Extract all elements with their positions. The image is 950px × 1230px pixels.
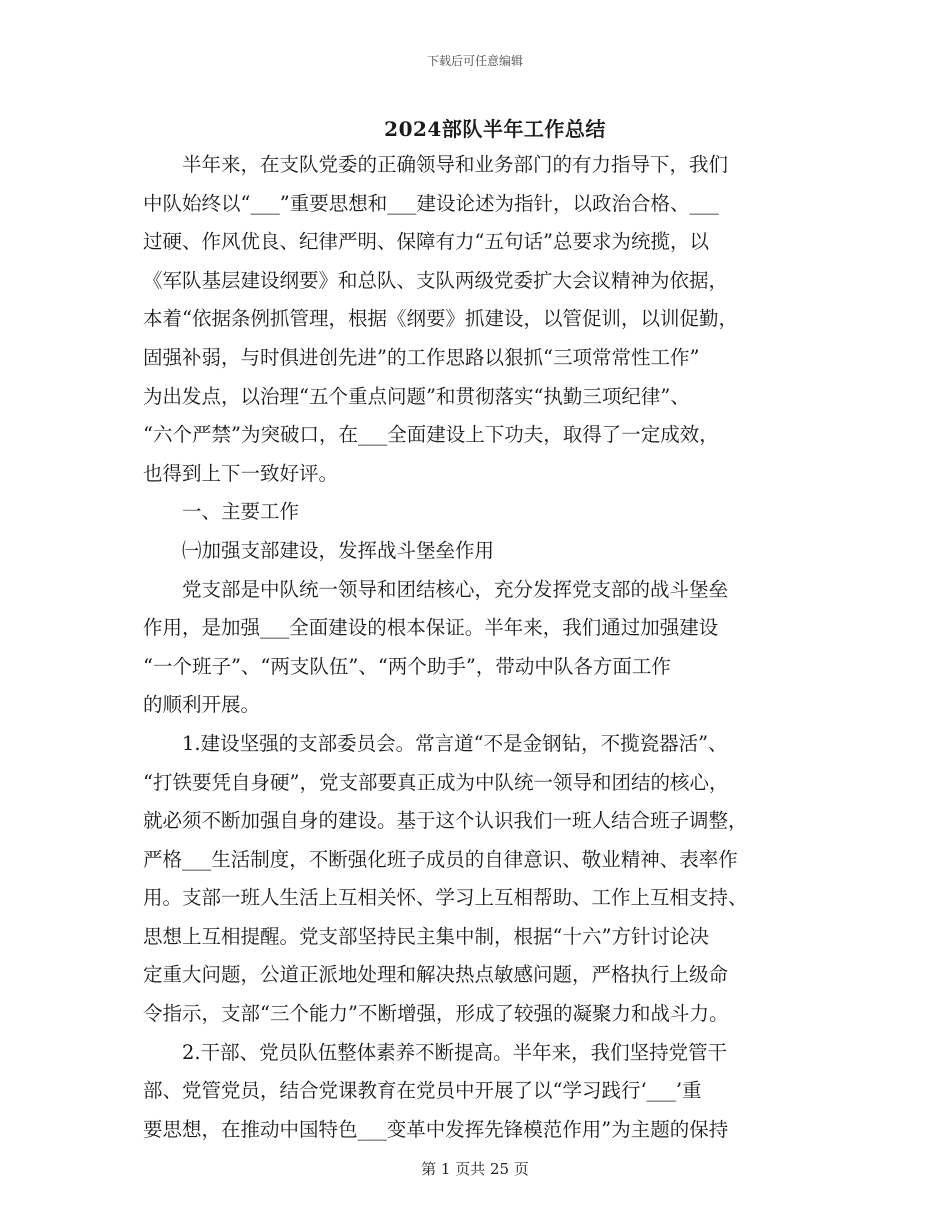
header-note: 下载后可任意编辑 <box>426 54 523 68</box>
paragraph-line: 《军队基层建设纲要》和总队、支队两级党委扩大会议精神为依据， <box>143 268 729 292</box>
paragraph-line: 半年来，在支队党委的正确领导和业务部门的有力指导下，我们 <box>182 153 729 176</box>
section-heading: 一、主要工作 <box>182 500 300 524</box>
paragraph-line: 党支部是中队统一领导和团结核心，充分发挥党支部的战斗堡垒 <box>182 577 729 601</box>
paragraph-line: 要思想，在推动中国特色___变革中发挥先锋模范作用”为主题的保持 <box>143 1117 729 1141</box>
paragraph-line: 中队始终以“___”重要思想和___建设论述为指针，以政治合格、___ <box>143 191 719 215</box>
paragraph-line: 定重大问题，公道正派地处理和解决热点敏感问题，严格执行上级命 <box>143 963 729 987</box>
paragraph-line: 部、党管党员，结合党课教育在党员中开展了以“学习践行‘___’重 <box>143 1079 702 1103</box>
paragraph-line: 严格___生活制度，不断强化班子成员的自律意识、敬业精神、表率作 <box>143 847 738 871</box>
document-body <box>143 146 803 1149</box>
subsection-heading: ㈠加强支部建设，发挥战斗堡垒作用 <box>182 538 495 562</box>
paragraph-line: 过硬、作风优良、纪律严明、保障有力“五句话”总要求为统揽，以 <box>143 230 709 254</box>
page-footer: 第 1 页共 25 页 <box>421 1160 529 1178</box>
paragraph-line: 用。支部一班人生活上互相关怀、学习上互相帮助、工作上互相支持、 <box>143 886 748 910</box>
paragraph-line: “打铁要凭自身硬”，党支部要真正成为中队统一领导和团结的核心， <box>143 770 729 794</box>
paragraph-line: 2.干部、党员队伍整体素养不断提高。半年来，我们坚持党管干 <box>182 1040 728 1064</box>
paragraph-line: 本着“依据条例抓管理，根据《纲要》抓建设，以管促训，以训促勤， <box>143 307 738 331</box>
paragraph-line: 固强补弱，与时俱进创先进”的工作思路以狠抓“三项常常性工作” <box>143 345 700 369</box>
document-title: 2024部队半年工作总结 <box>384 117 606 141</box>
paragraph-line: 令指示，支部“三个能力”不断增强，形成了较强的凝聚力和战斗力。 <box>143 1002 729 1026</box>
paragraph-line: 也得到上下一致好评。 <box>143 461 339 485</box>
paragraph-line: 思想上互相提醒。党支部坚持民主集中制，根据“十六”方针讨论决 <box>143 924 709 948</box>
paragraph-line: 就必须不断加强自身的建设。基于这个认识我们一班人结合班子调整， <box>143 809 748 833</box>
paragraph-line: “六个严禁”为突破口，在___全面建设上下功夫，取得了一定成效， <box>143 423 719 447</box>
paragraph-line: “一个班子”、“两支队伍”、“两个助手”，带动中队各方面工作 <box>143 654 671 678</box>
paragraph-line: 为出发点，以治理“五个重点问题”和贯彻落实“执勤三项纪律”、 <box>143 384 690 408</box>
paragraph-line: 作用，是加强___全面建设的根本保证。半年来，我们通过加强建设 <box>143 616 719 640</box>
paragraph-line: 1.建设坚强的支部委员会。常言道“不是金钢钻，不揽瓷器活”、 <box>182 731 728 755</box>
paragraph-line: 的顺利开展。 <box>143 693 261 717</box>
